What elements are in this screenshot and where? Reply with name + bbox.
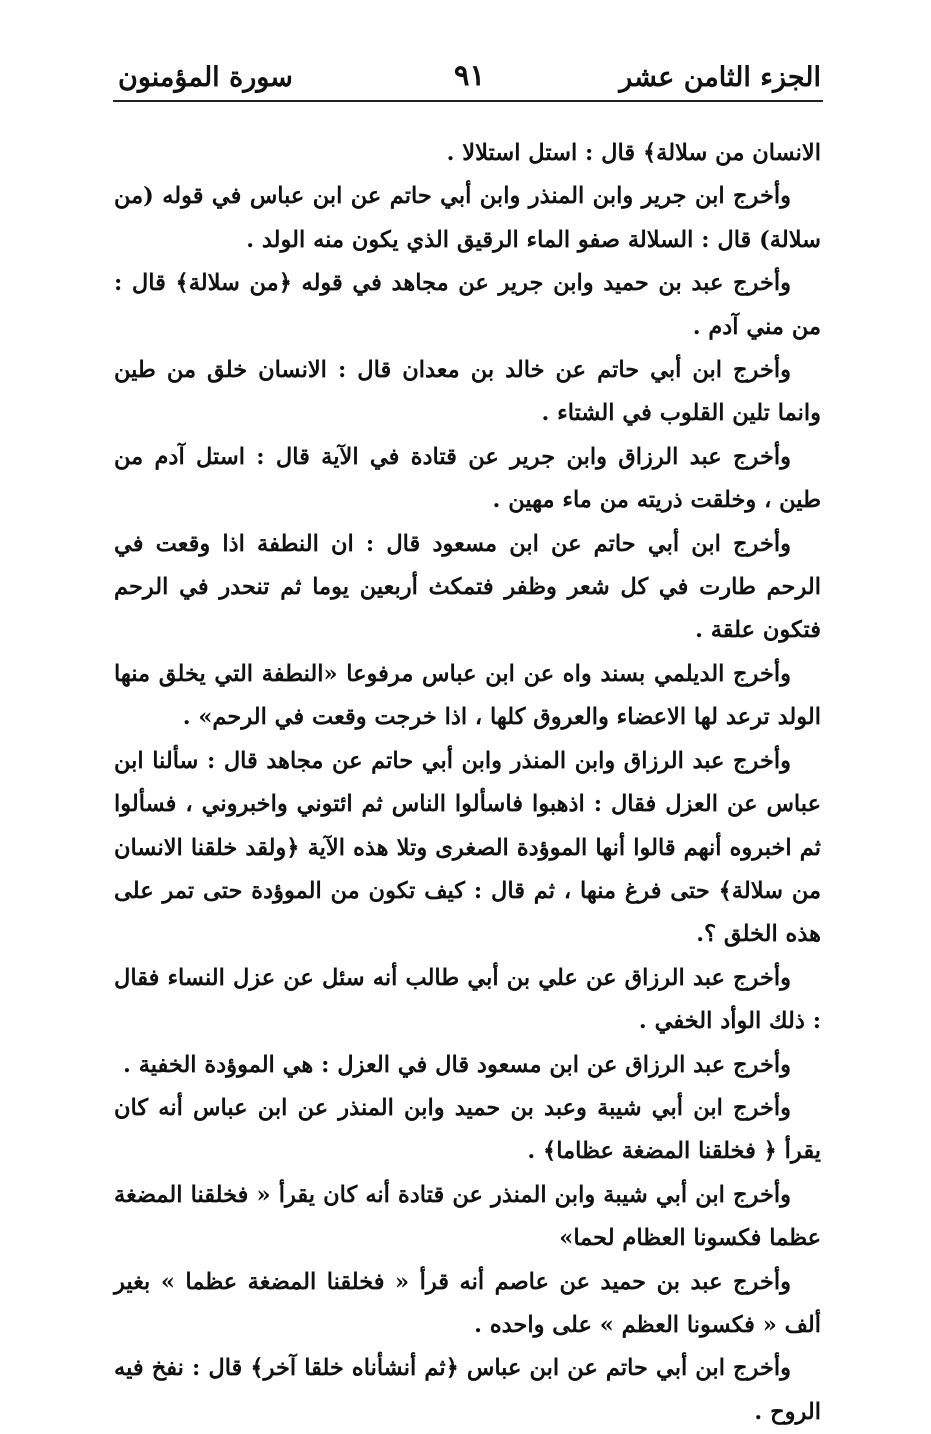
paragraph: الانسان من سلالة﴾ قال : استل استلالا .: [446, 140, 821, 166]
paragraph: وأخرج عبد الرزاق وابن المنذر وابن أبي حاتم عن مجاهد قال : سألنا ابن عباس عن العزل فقال : اذهبوا فاسألوا الناس ثم ائتوني واخبروني ، فسألوا ثم اخبروه أنهم قالوا أنها الموؤدة الصغرى وتلا هذه الآية ﴿ولقد خلقنا الانسان من سلالة﴾ حتى فرغ منها ، ثم قال : كيف تكون من الموؤدة حتى تمر على هذه الخلق ؟.: [114, 747, 821, 948]
paragraph: وأخرج ابن أبي حاتم عن ابن عباس ﴿ثم أنشأناه خلقا آخر﴾ قال : نفخ فيه الروح .: [114, 1355, 821, 1425]
paragraph: وأخرج عبد الرزاق عن ابن مسعود قال في العزل : هي الموؤدة الخفية .: [123, 1051, 791, 1078]
paragraph: وأخرج ابن جرير وابن المنذر وابن أبي حاتم عن ابن عباس في قوله (من سلالة) قال : السلالة صفو الماء الرقيق الذي يكون منه الولد .: [114, 183, 821, 253]
paragraph: وأخرج عبد الرزاق وابن جرير عن قتادة في الآية قال : استل آدم من طين ، وخلقت ذريته من ماء مهين .: [114, 443, 821, 514]
paragraph: وأخرج ابن أبي حاتم عن خالد بن معدان قال : الانسان خلق من طين وانما تلين القلوب في الشتاء .: [114, 357, 821, 427]
paragraph: وأخرج ابن أبي شيبة وعبد بن حميد وابن المنذر عن ابن عباس أنه كان يقرأ ﴿ فخلقنا المضغة عظاما﴾ .: [114, 1094, 821, 1165]
paragraph: وأخرج ابن أبي شيبة وابن المنذر عن قتادة أنه كان يقرأ « فخلقنا المضغة عظما فكسونا العظام لحما»: [114, 1181, 821, 1252]
paragraph: وأخرج عبد الرزاق عن علي بن أبي طالب أنه سئل عن عزل النساء فقال : ذلك الوأد الخفي .: [114, 964, 821, 1035]
surah-title: سورة المؤمنون: [118, 62, 293, 93]
paragraph: وأخرج عبد بن حميد عن عاصم أنه قرأ « فخلقنا المضغة عظما » بغير ألف « فكسونا العظم » على واحده .: [114, 1268, 821, 1338]
part-title: الجزء الثامن عشر: [619, 62, 821, 93]
paragraph: وأخرج الديلمي بسند واه عن ابن عباس مرفوعا «النطفة التي يخلق منها الولد ترعد لها الاعضاء والعروق كلها ، اذا خرجت وقعت في الرحم» .: [114, 660, 821, 731]
paragraph: وأخرج عبد بن حميد وابن جرير عن مجاهد في قوله ﴿من سلالة﴾ قال : من مني آدم .: [114, 270, 821, 340]
main-text: [114, 132, 821, 1434]
header-rule: [113, 100, 823, 102]
running-header: [118, 58, 821, 98]
page-number: ٩١: [453, 58, 486, 92]
paragraph: وأخرج ابن أبي حاتم عن ابن مسعود قال : ان النطفة اذا وقعت في الرحم طارت في كل شعر وظفر فتمكث أربعين يوما ثم تنحدر في الرحم فتكون علقة .: [114, 530, 821, 644]
